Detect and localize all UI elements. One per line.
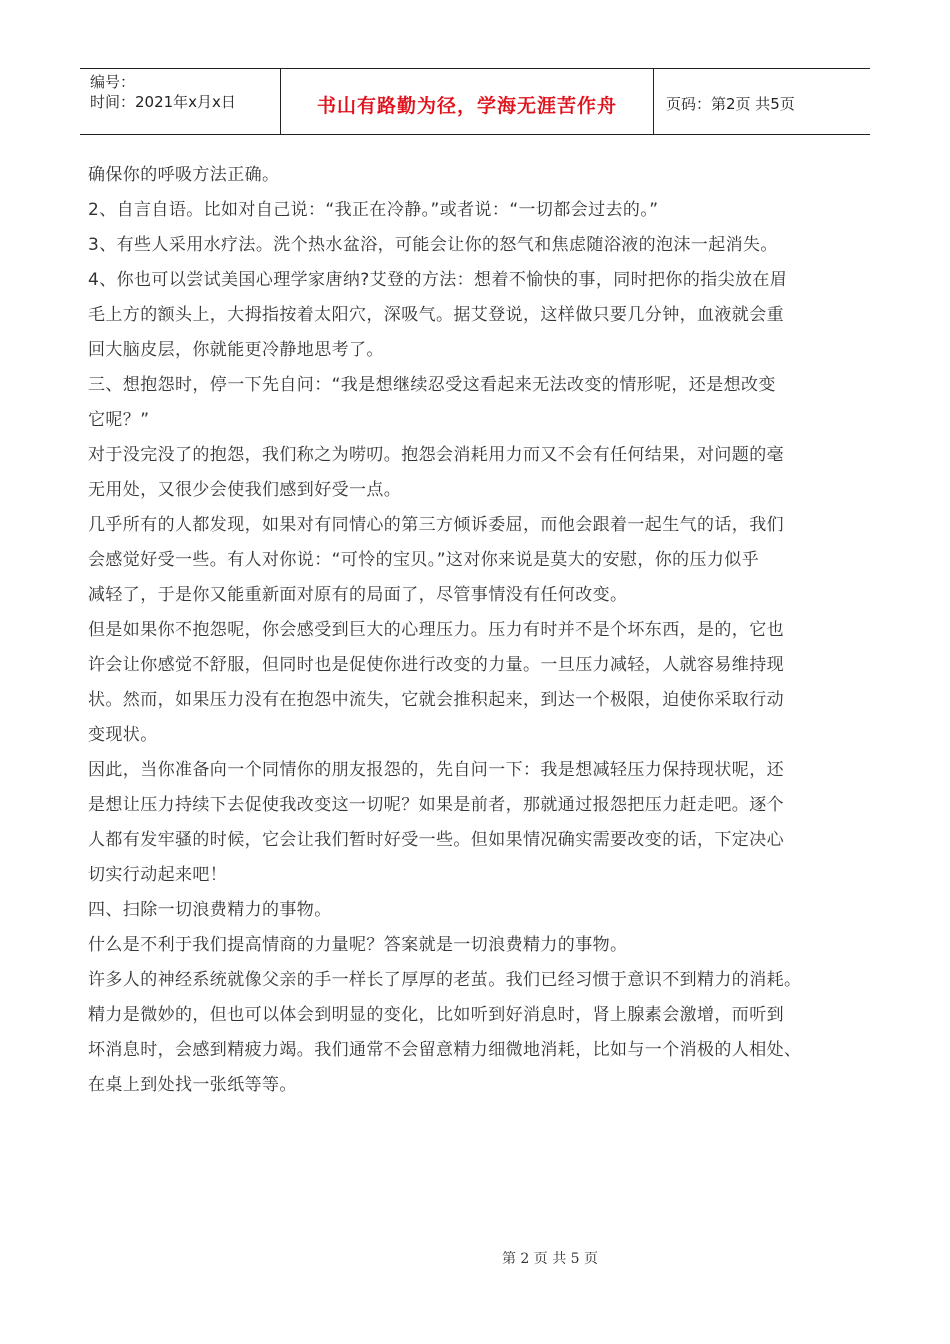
document-body: [88, 158, 878, 1103]
paragraph: 许多人的神经系统就像父亲的手一样长了厚厚的老茧。我们已经习惯于意识不到精力的消耗。 精力是微妙的，但也可以体会到明显的变化，比如听到好消息时，肾上腺素会激增，而听到 坏消息时，会感到精疲力竭。我们通常不会留意精力细微地消耗，比如与一个消极的人相处、 在桌上到处找一张纸等等。: [88, 970, 802, 1095]
paragraph: 四、扫除一切浪费精力的事物。: [88, 900, 332, 920]
paragraph: 2、自言自语。比如对自己说：“我正在冷静。”或者说：“一切都会过去的。”: [88, 200, 659, 220]
paragraph: 什么是不利于我们提高情商的力量呢？答案就是一切浪费精力的事物。: [88, 935, 628, 955]
page-footer: 第 2 页 共 5 页: [501, 1251, 599, 1267]
paragraph: 几乎所有的人都发现，如果对有同情心的第三方倾诉委屈，而他会跟着一起生气的话，我们 会感觉好受一些。有人对你说：“可怜的宝贝。”这对你来说是莫大的安慰，你的压力似乎 减轻了，于是你又能重新面对原有的局面了，尽管事情没有任何改变。: [88, 515, 784, 605]
paragraph: 三、想抱怨时，停一下先自问：“我是想继续忍受这看起来无法改变的情形呢，还是想改变 它呢？”: [88, 375, 776, 430]
header-left-cell: [80, 69, 281, 134]
paragraph: 因此，当你准备向一个同情你的朋友报怨的，先自问一下：我是想减轻压力保持现状呢，还 是想让压力持续下去促使我改变这一切呢？如果是前者，那就通过报怨把压力赶走吧。逐个 人都有发牢骚的时候，它会让我们暂时好受一些。但如果情况确实需要改变的话，下定决心 切实行动起来吧！: [88, 760, 784, 885]
header-page-info: 页码：第2页 共5页: [666, 95, 795, 113]
header-motto: 书山有路勤为径，学海无涯苦作舟: [281, 69, 654, 134]
paragraph: 确保你的呼吸方法正确。: [88, 165, 280, 185]
page-header: [80, 68, 870, 135]
date-label: 时间：2021年x月x日: [90, 93, 236, 111]
code-label: 编号：: [90, 73, 136, 91]
paragraph: 但是如果你不抱怨呢，你会感受到巨大的心理压力。压力有时并不是个坏东西，是的，它也 许会让你感觉不舒服，但同时也是促使你进行改变的力量。一旦压力减轻，人就容易维持现 状。然而，如果压力没有在抱怨中流失，它就会推积起来，到达一个极限，迫使你采取行动 变现状。: [88, 620, 784, 745]
paragraph: 3、有些人采用水疗法。洗个热水盆浴，可能会让你的怒气和焦虑随浴液的泡沫一起消失。: [88, 235, 778, 255]
paragraph: 对于没完没了的抱怨，我们称之为唠叨。抱怨会消耗用力而又不会有任何结果，对问题的毫 无用处，又很少会使我们感到好受一点。: [88, 445, 784, 500]
paragraph: 4、你也可以尝试美国心理学家唐纳?艾登的方法：想着不愉快的事，同时把你的指尖放在眉 毛上方的额头上，大拇指按着太阳穴，深吸气。据艾登说，这样做只要几分钟，血液就会重 回大脑皮层，你就能更冷静地思考了。: [88, 270, 788, 360]
